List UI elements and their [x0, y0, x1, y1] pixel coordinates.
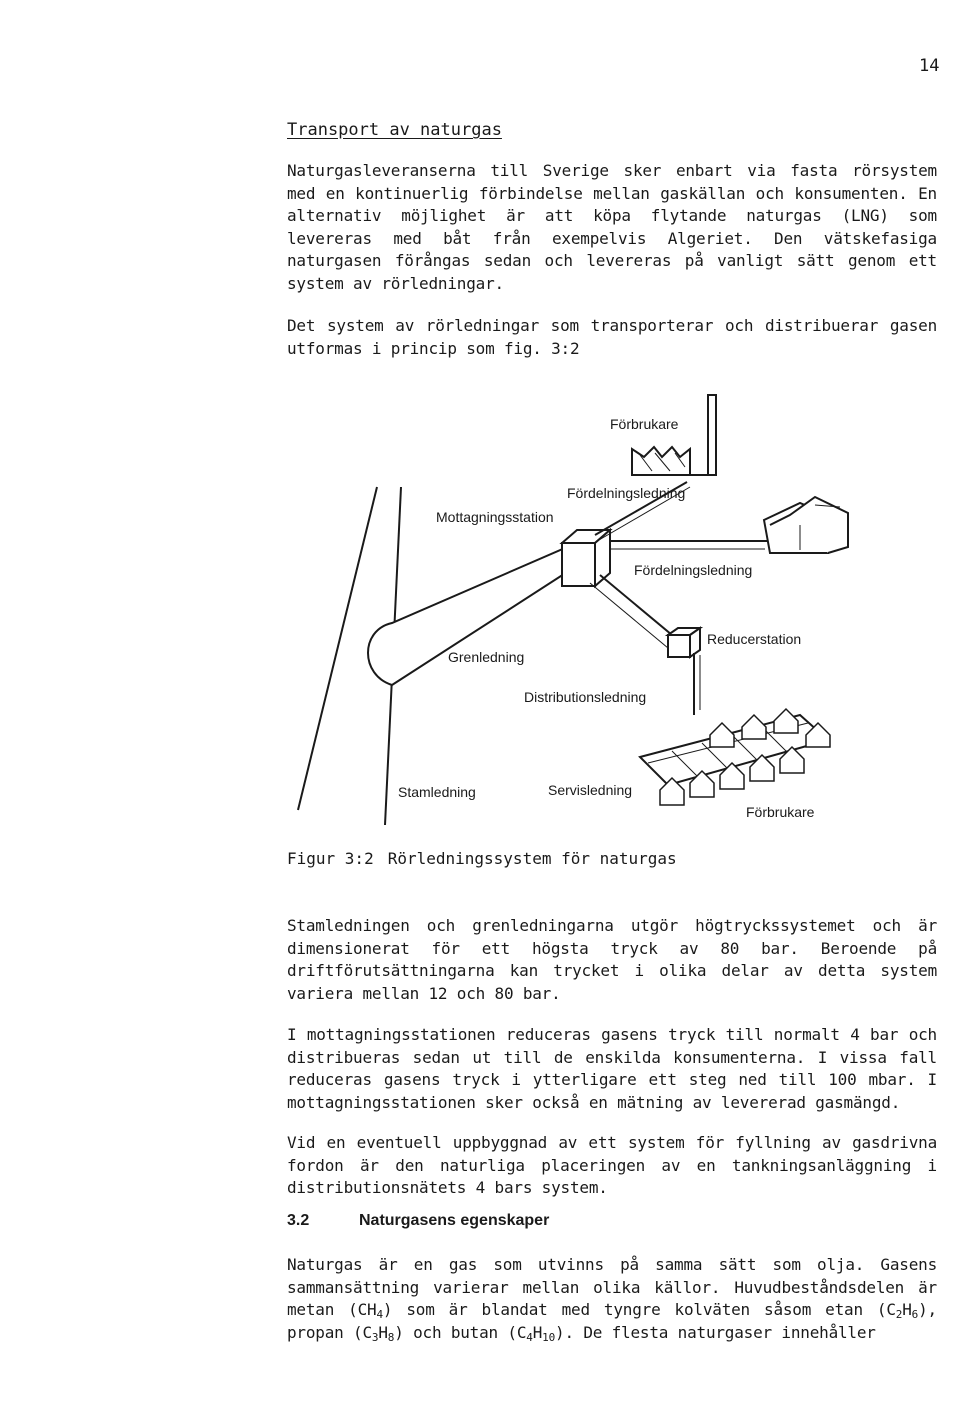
- section-title-text: Naturgasens egenskaper: [359, 1212, 550, 1229]
- pipeline-diagram: [280, 385, 860, 835]
- label-reducerstation: Reducerstation: [707, 631, 802, 647]
- caption-label: Figur 3:2: [287, 849, 374, 868]
- reducerstation-box: [668, 628, 700, 657]
- factory-icon: [632, 395, 716, 475]
- label-distributionsledning: Distributionsledning: [524, 689, 647, 705]
- label-forbrukare-top: Förbrukare: [610, 416, 679, 432]
- section-number: 3.2: [287, 1212, 310, 1229]
- caption-text: Rörledningssystem för naturgas: [387, 849, 677, 868]
- label-fordelningsledning-right: Fördelningsledning: [634, 562, 753, 578]
- houses-right: [764, 497, 848, 553]
- label-stamledning: Stamledning: [398, 784, 476, 800]
- paragraph-stamledning: Stamledningen och grenledningarna utgör högtryckssystemet och är dimensionerat för ett högsta tryck av 80 bar. Beroende på driftförutsättningarna kan trycket i olika delar av detta system variera mellan 12 och 80 bar.: [287, 916, 937, 1003]
- section-title: [287, 1212, 549, 1230]
- label-grenledning: Grenledning: [448, 649, 525, 665]
- pipe-to-reducerstation: [600, 575, 678, 640]
- paragraph-mottagning: I mottagningsstationen reduceras gasens tryck till normalt 4 bar och distribueras sedan ut till de enskilda konsumenterna. I vissa fall reduceras gasens tryck i ytterligare ett steg ned till 100 mbar. I mottagningsstationen sker också en mätning av levererad gasmängd.: [287, 1025, 937, 1112]
- label-fordelningsledning-top: Fördelningsledning: [567, 485, 686, 501]
- page-number: 14: [919, 56, 940, 76]
- paragraph-intro: Naturgasleveranserna till Sverige sker enbart via fasta rörsystem med en kontinuerlig förbindelse mellan gaskällan och konsumenten. En alternativ möjlighet är att köpa flytande naturgas (LNG) som levereras med båt från exempelvis Algeriet. Den vätskefasiga naturgasen förångas sedan och levereras på vanligt sätt genom ett system av rörledningar.: [287, 161, 937, 293]
- label-forbrukare-bottom: Förbrukare: [746, 804, 815, 820]
- label-servisledning: Servisledning: [548, 782, 633, 798]
- stamledning-line-left: [298, 487, 377, 810]
- label-mottagningsstation: Mottagningsstation: [436, 509, 554, 525]
- paragraph-system: Det system av rörledningar som transporterar och distribuerar gasen utformas i princip som fig. 3:2: [287, 316, 937, 358]
- paragraph-egenskaper: Naturgas är en gas som utvinns på samma sätt som olja. Gasens sammansättning varierar mellan olika källor. Huvudbeståndsdelen är metan $(CH_4)$ som är blandat med tyngre kolväten såsom etan $(C_2H_6)$, propan $(C_3H_8)$ och butan $(C_4H_{10})$. De flesta naturgaser innehåller: [287, 1255, 937, 1344]
- figure-caption: [287, 849, 677, 868]
- section-heading: Transport av naturgas: [287, 120, 502, 140]
- paragraph-fordon: Vid en eventuell uppbyggnad av ett system för fyllning av gasdrivna fordon är den naturliga placeringen av en tankningsanläggning i distributionsnätets 4 bars system.: [287, 1133, 937, 1197]
